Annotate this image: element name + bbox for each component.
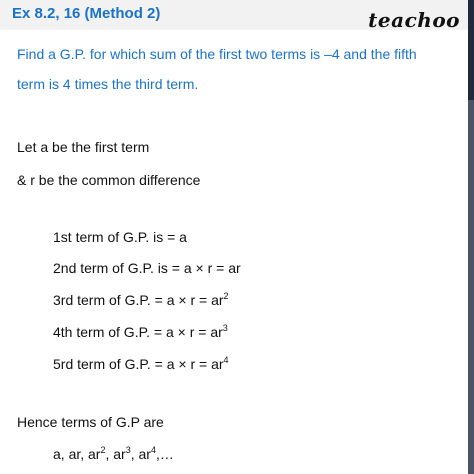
let-a-line: Let a be the first term — [17, 139, 150, 155]
question-line-1: Find a G.P. for which sum of the first two terms is –4 and the fifth — [17, 46, 417, 62]
side-bar-accent — [468, 0, 474, 100]
exercise-title: Ex 8.2, 16 (Method 2) — [12, 5, 161, 22]
term-4-line — [53, 324, 228, 340]
sequence-part-3: , ar — [130, 446, 151, 462]
let-r-line: & r be the common difference — [17, 172, 201, 188]
term-3-line — [53, 292, 229, 308]
sequence-exponent-3: 4 — [150, 445, 156, 455]
term-2-line — [53, 260, 241, 276]
sequence-part-4: ,… — [155, 446, 174, 462]
term-1-line — [53, 229, 187, 245]
sequence-part-2: , ar — [105, 446, 126, 462]
term-3-exponent: 2 — [223, 291, 229, 301]
term-4-text: 4th term of G.P. = a × r = ar — [53, 324, 223, 340]
term-2-text: 2nd term of G.P. is = a × r = ar — [53, 260, 241, 276]
term-5-text: 5rd term of G.P. = a × r = ar — [53, 356, 224, 372]
term-3-text: 3rd term of G.P. = a × r = ar — [53, 292, 224, 308]
sequence-exponent-1: 2 — [100, 445, 106, 455]
hence-line: Hence terms of G.P are — [17, 414, 164, 430]
term-5-exponent: 4 — [223, 355, 229, 365]
question-line-2: term is 4 times the third term. — [17, 76, 199, 92]
term-1-text: 1st term of G.P. is = a — [53, 229, 187, 245]
term-5-line — [53, 356, 229, 372]
sequence-part-1: a, ar, ar — [53, 446, 101, 462]
term-4-exponent: 3 — [222, 323, 228, 333]
sequence-exponent-2: 3 — [125, 445, 131, 455]
sequence-line — [53, 446, 174, 462]
teachoo-logo: teachoo — [368, 8, 460, 32]
